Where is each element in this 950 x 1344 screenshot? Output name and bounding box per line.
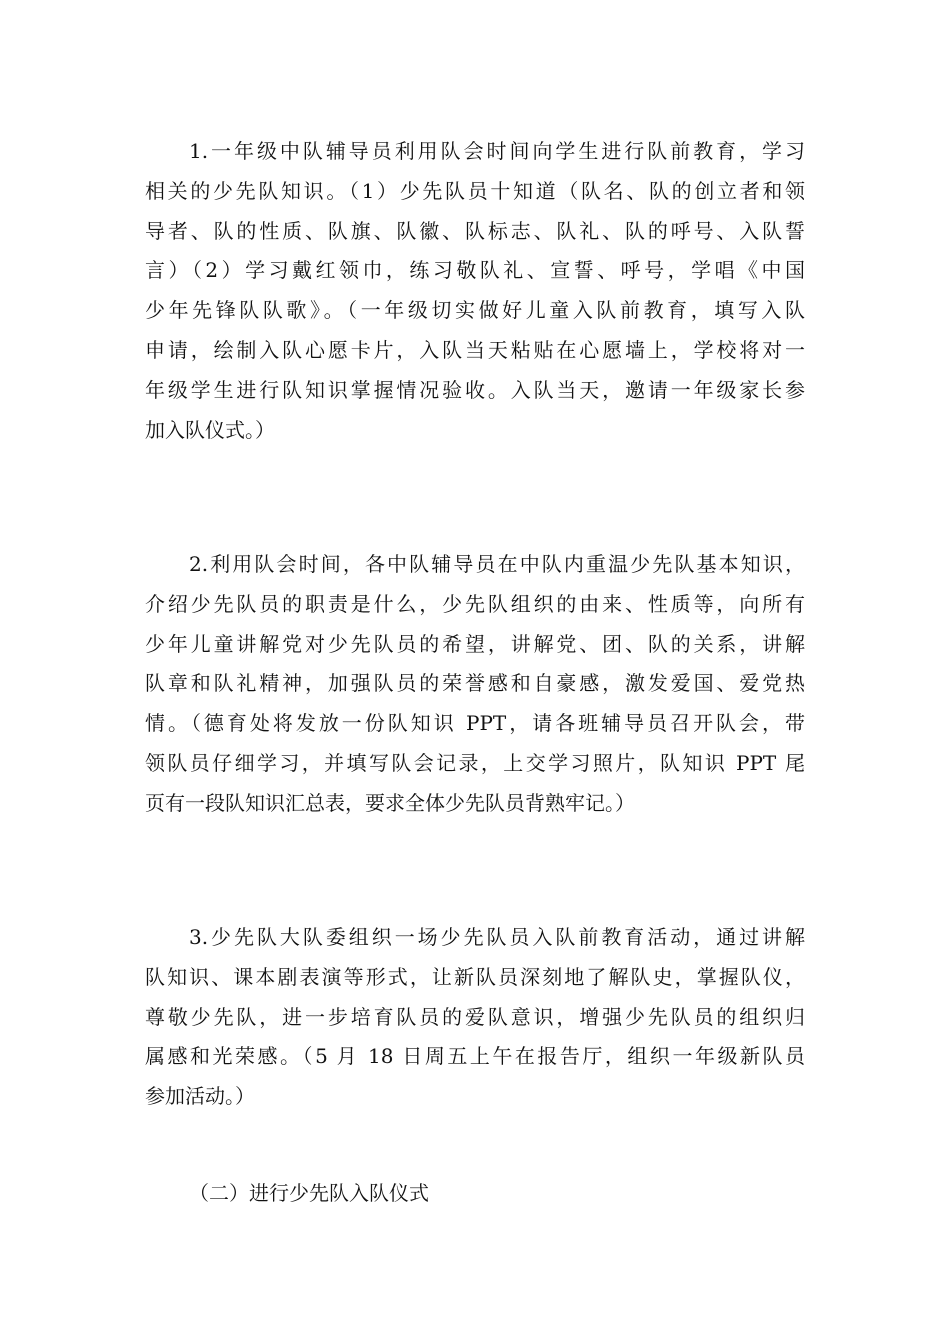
paragraph-line: 队知识、课本剧表演等形式，让新队员深刻地了解队史，掌握队仪， (145, 964, 805, 989)
paragraph-line: 情。（德育处将发放一份队知识 PPT，请各班辅导员召开队会，带 (145, 711, 805, 736)
paragraph-1 (145, 132, 805, 450)
paragraph-line: 导者、队的性质、队旗、队徽、队标志、队礼、队的呼号、入队誓 (145, 218, 805, 243)
paragraph-line: 属感和光荣感。（5 月 18 日周五上午在报告厅，组织一年级新队员 (145, 1044, 805, 1069)
paragraph-line: 页有一段队知识汇总表，要求全体少先队员背熟牢记。） (145, 790, 635, 815)
paragraph-line: 年级学生进行队知识掌握情况验收。入队当天，邀请一年级家长参 (145, 377, 805, 402)
section-heading: （二）进行少先队入队仪式 (189, 1181, 429, 1205)
paragraph-line: 相关的少先队知识。（1）少先队员十知道（队名、队的创立者和领 (145, 178, 805, 203)
paragraph-3 (145, 918, 805, 1117)
paragraph-line: 领队员仔细学习，并填写队会记录，上交学习照片，队知识 PPT 尾 (145, 750, 805, 775)
paragraph-2 (145, 545, 805, 824)
paragraph-line: 参加活动。） (145, 1084, 255, 1109)
paragraph-line: 申请，绘制入队心愿卡片，入队当天粘贴在心愿墙上，学校将对一 (145, 337, 805, 362)
paragraph-line: 言）（2）学习戴红领巾，练习敬队礼、宣誓、呼号，学唱《中国 (145, 258, 805, 283)
paragraph-line: 尊敬少先队，进一步培育队员的爱队意识，增强少先队员的组织归 (145, 1004, 805, 1029)
paragraph-line: 3.少先队大队委组织一场少先队员入队前教育活动，通过讲解 (189, 925, 805, 949)
paragraph-line: 少年先锋队队歌》。（一年级切实做好儿童入队前教育，填写入队 (145, 298, 805, 323)
paragraph-line: 介绍少先队员的职责是什么，少先队组织的由来、性质等，向所有 (145, 591, 805, 616)
paragraph-line: 少年儿童讲解党对少先队员的希望，讲解党、团、队的关系，讲解 (145, 631, 805, 656)
paragraph-line: 队章和队礼精神，加强队员的荣誉感和自豪感，激发爱国、爱党热 (145, 671, 805, 696)
paragraph-line: 1.一年级中队辅导员利用队会时间向学生进行队前教育，学习 (189, 139, 805, 163)
paragraph-line: 加入队仪式。） (145, 417, 275, 442)
paragraph-line: 2.利用队会时间，各中队辅导员在中队内重温少先队基本知识， (189, 552, 805, 576)
